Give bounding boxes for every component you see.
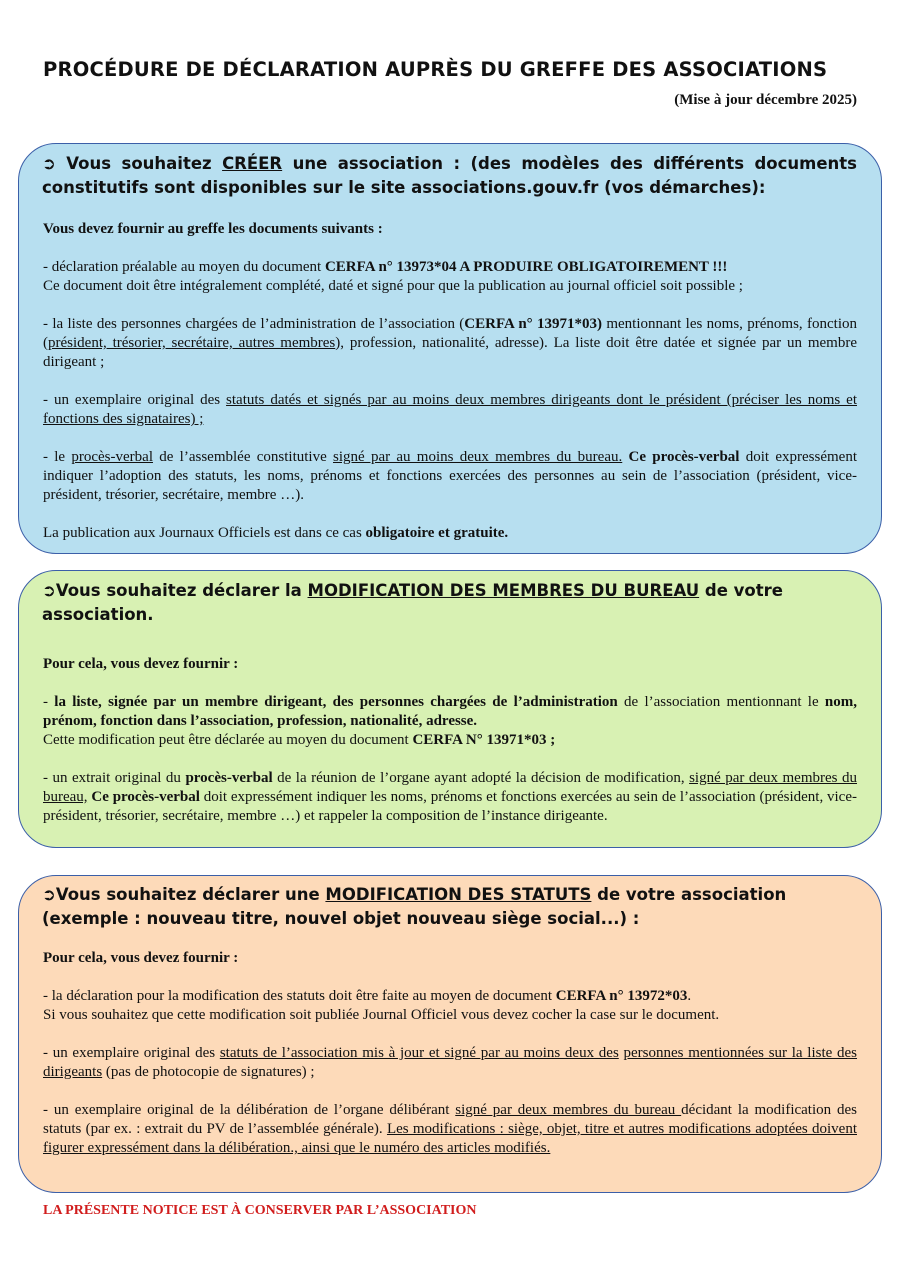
conservation-notice: LA PRÉSENTE NOTICE EST À CONSERVER PAR L’ASSOCIATION	[43, 1203, 477, 1218]
list-item: - déclaration préalable au moyen du document CERFA n° 13973*04 A PRODUIRE OBLIGATOIREMENT !!! Ce document doit être intégralement complété, daté et signé pour que la publication au journal officiel soit possible ;	[43, 259, 743, 294]
section-create-heading	[42, 152, 857, 200]
section-statutes-body	[43, 949, 857, 1158]
heading-keyword: MODIFICATION DES STATUTS	[325, 885, 592, 904]
section-intro: Pour cela, vous devez fournir :	[43, 656, 239, 672]
list-item: - un exemplaire original des statuts datés et signés par au moins deux membres dirigeants dont le président (préciser les noms et fonctions des signataires) ;	[43, 392, 857, 427]
list-item: - le procès-verbal de l’assemblée constitutive signé par au moins deux membres du bureau. Ce procès-verbal doit expressément indiquer l’adoption des statuts, les noms, prénoms et fonctions exercées des personnes au sein de l’association (président, vice-président, trésorier, secrétaire, membre …).	[43, 449, 857, 503]
publication-note: La publication aux Journaux Officiels est dans ce cas obligatoire et gratuite.	[43, 525, 509, 541]
section-board-heading	[42, 579, 857, 627]
list-item: - la liste des personnes chargées de l’administration de l’association (CERFA n° 13971*03) mentionnant les noms, prénoms, fonction (président, trésorier, secrétaire, autres membres), profession, nationalité, adresse). La liste doit être datée et signée par un membre dirigeant ;	[43, 316, 857, 370]
update-date: (Mise à jour décembre 2025)	[674, 92, 857, 108]
heading-text: Vous souhaitez déclarer une	[55, 885, 326, 904]
list-item: - la déclaration pour la modification des statuts doit être faite au moyen de document CERFA n° 13972*03. Si vous souhaitez que cette modification soit publiée Journal Officiel vous devez cocher la case sur le document.	[43, 988, 720, 1023]
heading-text: Vous souhaitez déclarer la	[55, 581, 308, 600]
heading-text: une association : (des modèles des différents documents	[282, 154, 858, 173]
heading-text: Vous souhaitez	[66, 154, 223, 173]
arrow-icon: ➲	[42, 885, 56, 904]
section-board-modification	[18, 570, 882, 848]
heading-keyword: CRÉER	[222, 154, 283, 173]
section-statutes-modification	[18, 875, 882, 1193]
section-intro: Vous devez fournir au greffe les documents suivants :	[43, 221, 383, 237]
heading-keyword: MODIFICATION DES MEMBRES DU BUREAU	[307, 581, 700, 600]
list-item: - un exemplaire original de la délibération de l’organe délibérant signé par deux membres du bureau décidant la modification des statuts (par ex. : extrait du PV de l’assemblée générale). Les modifications : siège, objet, titre et autres modifications adoptées doivent figurer expressément dans la délibération., ainsi que le numéro des articles modifiés.	[43, 1102, 857, 1156]
arrow-icon: ➲	[42, 581, 56, 600]
section-board-body	[43, 655, 857, 826]
list-item: - un extrait original du procès-verbal de la réunion de l’organe ayant adopté la décision de modification, signé par deux membres du bureau, Ce procès-verbal doit expressément indiquer les noms, prénoms et fonctions exercées au sein de l’association (président, vice-président, trésorier, secrétaire, membre …) et rappeler la composition de l’instance dirigeante.	[43, 770, 857, 824]
section-create-association	[18, 143, 882, 554]
arrow-icon: ➲	[42, 154, 56, 173]
section-statutes-heading	[42, 883, 857, 931]
section-intro: Pour cela, vous devez fournir :	[43, 950, 239, 966]
section-create-body	[43, 220, 857, 543]
page-title: PROCÉDURE DE DÉCLARATION AUPRÈS DU GREFFE DES ASSOCIATIONS	[43, 58, 828, 81]
heading-text: de votre association.	[42, 581, 783, 624]
heading-text: de votre association (exemple : nouveau titre, nouvel objet nouveau siège social...) :	[42, 885, 787, 928]
list-item: - la liste, signée par un membre dirigeant, des personnes chargées de l’administration de l’association mentionnant le nom, prénom, fonction dans l’association, profession, nationalité, adresse. Cette modification peut être déclarée au moyen du document CERFA N° 13971*03 ;	[43, 694, 858, 748]
list-item: - un exemplaire original des statuts de l’association mis à jour et signé par au moins deux des personnes mentionnées sur la liste des dirigeants (pas de photocopie de signatures) ;	[43, 1045, 858, 1080]
heading-text: constitutifs sont disponibles sur le site associations.gouv.fr (vos démarches):	[42, 178, 766, 197]
